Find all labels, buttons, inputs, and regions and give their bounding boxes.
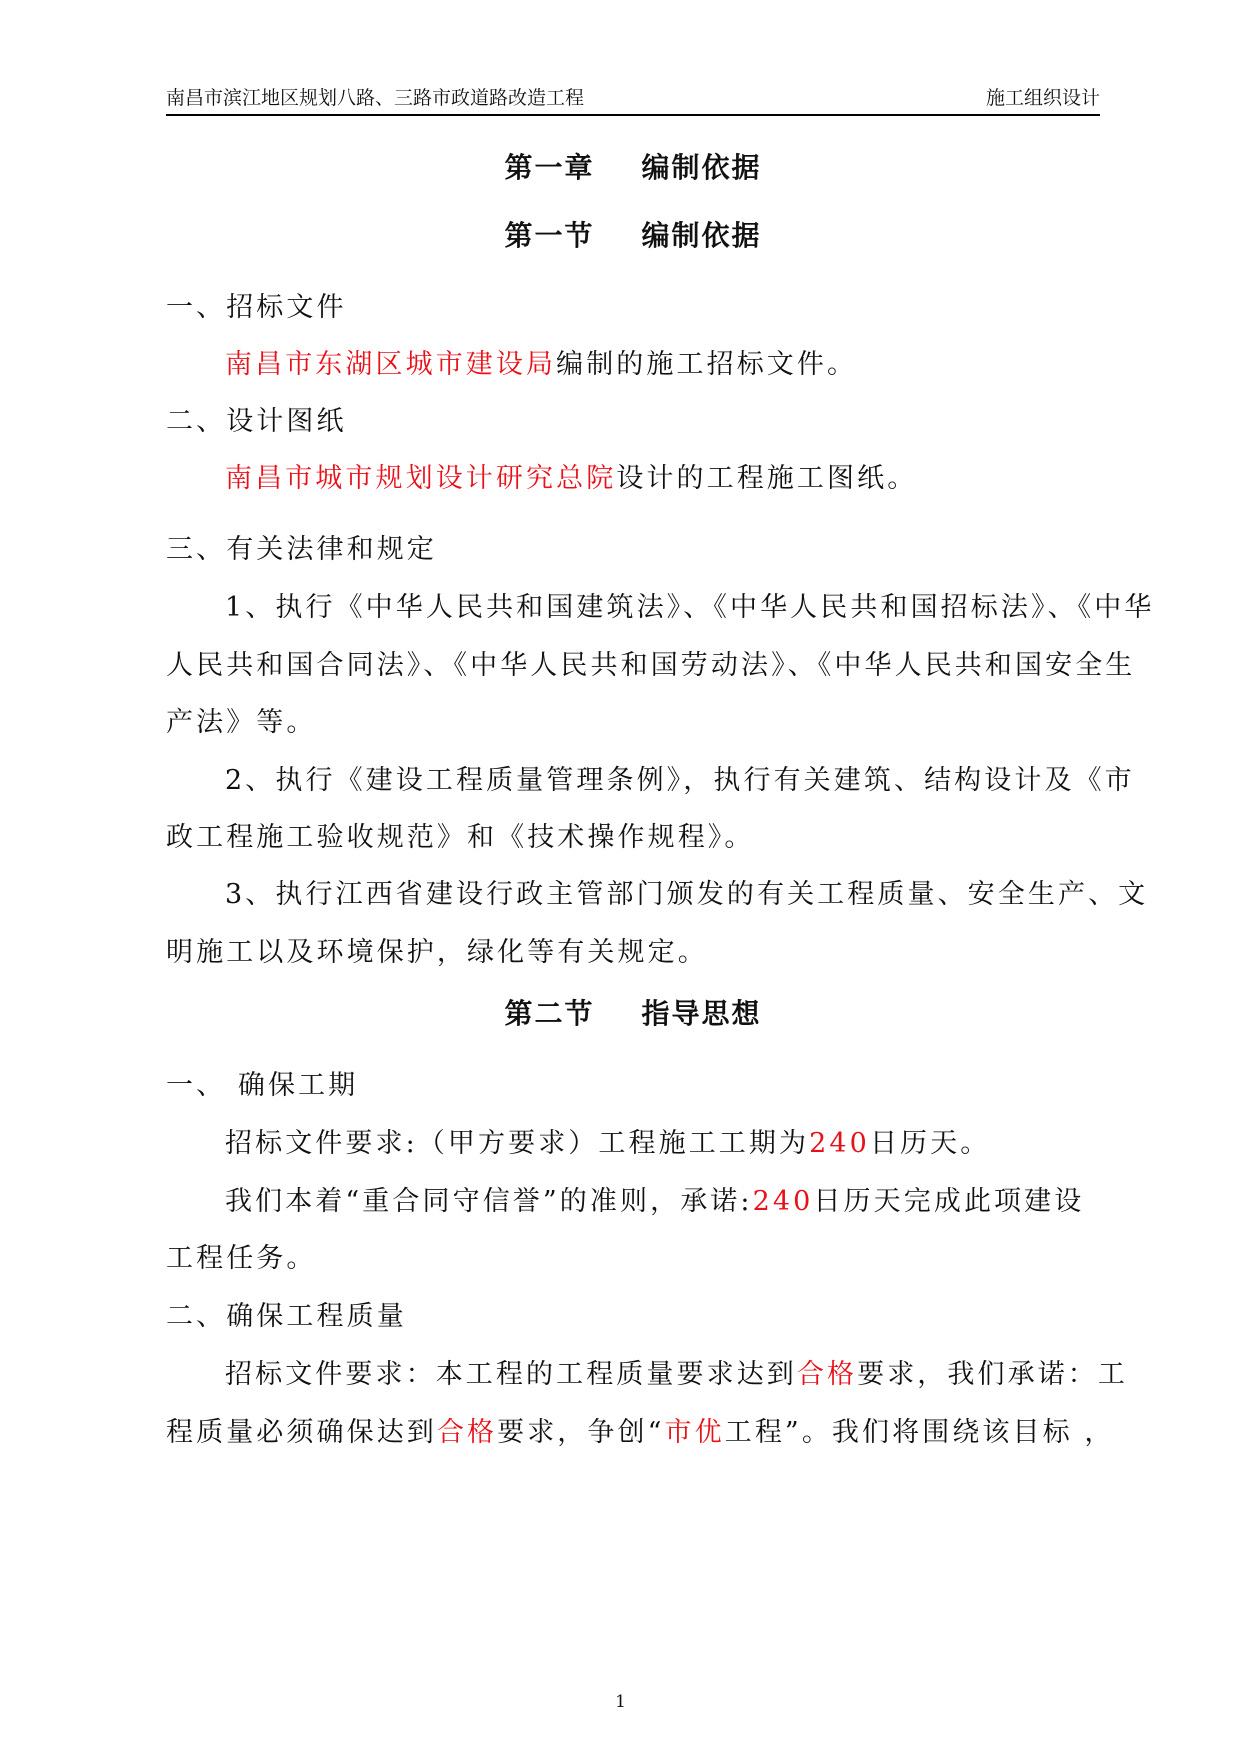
chapter-title: 第一章 编制依据 xyxy=(504,151,762,184)
header-document-type: 施工组织设计 xyxy=(985,87,1100,109)
schedule-requirement: 招标文件要求:（甲方要求）工程施工工期为240日历天。 xyxy=(225,1128,991,1159)
quality-paragraph-line-2: 程质量必须确保达到合格要求，争创“市优工程”。我们将围绕该目标 ， xyxy=(166,1417,1115,1448)
law-paragraph-1-line-2: 人民共和国合同法》、《中华人民共和国劳动法》、《中华人民共和国安全生 xyxy=(166,650,1136,681)
quality-paragraph-line-1: 招标文件要求：本工程的工程质量要求达到合格要求，我们承诺：工 xyxy=(225,1359,1129,1390)
page-number: 1 xyxy=(615,1692,626,1712)
header-project-title: 南昌市滨江地区规划八路、三路市政道路改造工程 xyxy=(166,87,585,109)
schedule-commitment-line-2: 工程任务。 xyxy=(166,1243,317,1274)
schedule-commitment: 我们本着“重合同守信誉”的准则，承诺:240日历天完成此项建设 xyxy=(225,1186,1085,1217)
paragraph-text: 编制的施工招标文件。 xyxy=(556,349,858,380)
paragraph-text: 设计的工程施工图纸。 xyxy=(616,463,918,494)
law-paragraph-1-line-3: 产法》等。 xyxy=(166,707,317,738)
law-paragraph-1-line-1: 1、执行《中华人民共和国建筑法》、《中华人民共和国招标法》、《中华 xyxy=(225,592,1155,623)
issuing-organization: 南昌市东湖区城市建设局 xyxy=(225,349,557,380)
item-heading-drawings: 二、设计图纸 xyxy=(166,406,347,437)
item-paragraph-bid-documents xyxy=(225,342,1100,381)
item-heading-bid-documents: 一、招标文件 xyxy=(166,292,347,323)
law-paragraph-3-line-2: 明施工以及环境保护，绿化等有关规定。 xyxy=(166,937,708,968)
item-paragraph-drawings xyxy=(225,456,1100,495)
quality-grade: 合格 xyxy=(436,1417,498,1448)
page-header xyxy=(166,86,1100,116)
item-heading-schedule: 一、 确保工期 xyxy=(166,1070,359,1101)
required-days: 240 xyxy=(809,1128,870,1159)
item-heading-laws: 三、有关法律和规定 xyxy=(166,534,437,565)
law-paragraph-2-line-2: 政工程施工验收规范》和《技术操作规程》。 xyxy=(166,822,755,853)
section-title-basis: 第一节 编制依据 xyxy=(504,219,762,252)
design-institute: 南昌市城市规划设计研究总院 xyxy=(225,463,617,494)
section-title-guiding-ideas: 第二节 指导思想 xyxy=(504,997,762,1030)
item-heading-quality: 二、确保工程质量 xyxy=(166,1301,407,1332)
law-paragraph-3-line-1: 3、执行江西省建设行政主管部门颁发的有关工程质量、安全生产、文 xyxy=(225,879,1149,910)
law-paragraph-2-line-1: 2、执行《建设工程质量管理条例》，执行有关建筑、结构设计及《市 xyxy=(225,765,1135,796)
committed-days: 240 xyxy=(752,1186,814,1217)
quality-grade: 合格 xyxy=(796,1359,858,1390)
award-target: 市优 xyxy=(664,1417,725,1448)
